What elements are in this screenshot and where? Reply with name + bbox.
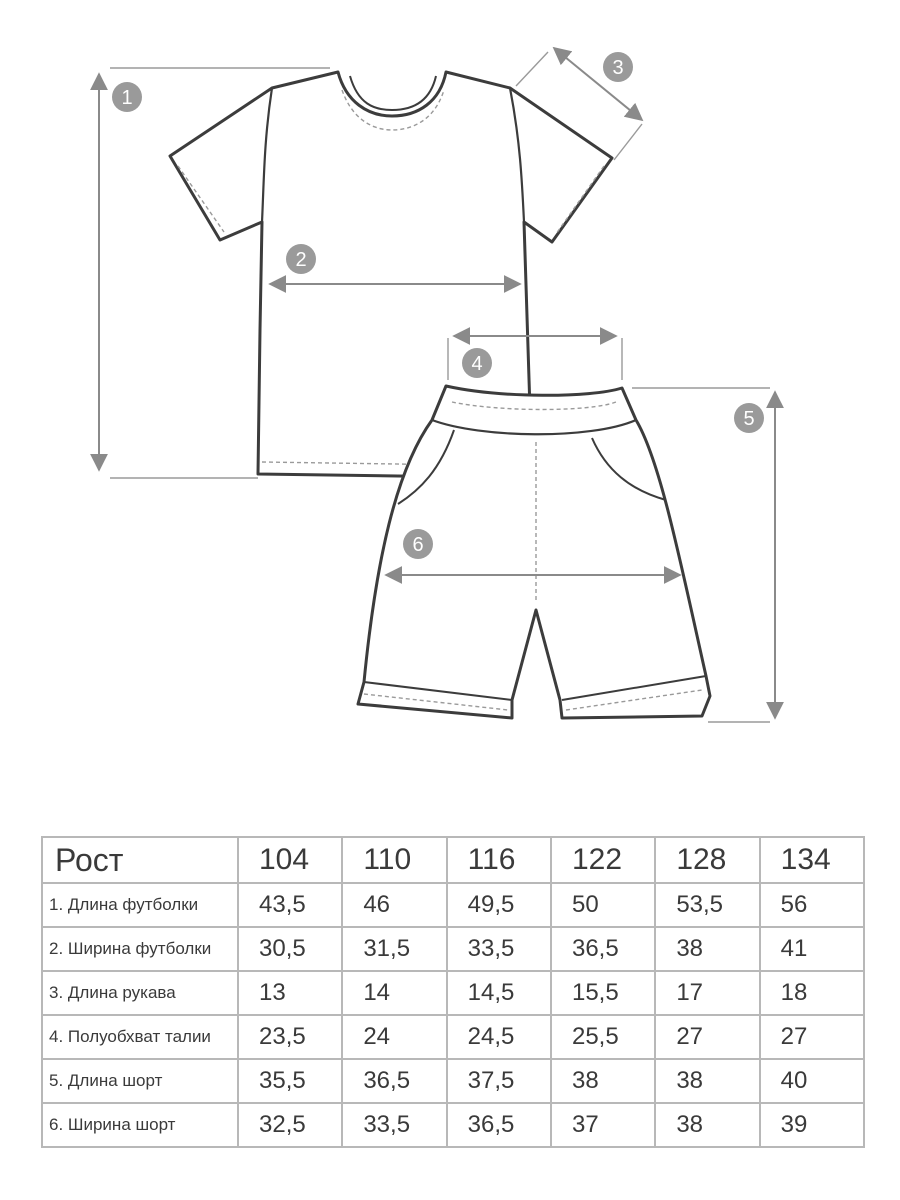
svg-text:5: 5 (743, 408, 755, 430)
marker-badge-1 (112, 82, 142, 112)
table-cell: 24,5 (447, 1015, 551, 1059)
table-cell: 17 (655, 971, 759, 1015)
row-label: 1. Длина футболки (42, 883, 238, 927)
table-cell: 49,5 (447, 883, 551, 927)
table-cell: 14 (342, 971, 446, 1015)
svg-text:6: 6 (412, 534, 424, 556)
table-cell: 32,5 (238, 1103, 342, 1147)
table-cell: 33,5 (342, 1103, 446, 1147)
size-header-cell: 122 (551, 837, 655, 883)
row-label: 2. Ширина футболки (42, 927, 238, 971)
row-label: 3. Длина рукава (42, 971, 238, 1015)
size-header-cell: 104 (238, 837, 342, 883)
row-label: 6. Ширина шорт (42, 1103, 238, 1147)
table-row (42, 1103, 864, 1147)
table-row (42, 971, 864, 1015)
table-cell: 33,5 (447, 927, 551, 971)
table-cell: 30,5 (238, 927, 342, 971)
table-cell: 23,5 (238, 1015, 342, 1059)
table-cell: 40 (760, 1059, 864, 1103)
marker-badge-6 (403, 529, 433, 559)
table-cell: 37,5 (447, 1059, 551, 1103)
table-cell: 15,5 (551, 971, 655, 1015)
table-cell: 27 (655, 1015, 759, 1059)
table-row (42, 1015, 864, 1059)
table-cell: 14,5 (447, 971, 551, 1015)
table-cell: 43,5 (238, 883, 342, 927)
table-cell: 38 (655, 1059, 759, 1103)
size-table (41, 836, 865, 1148)
size-header-row (42, 837, 864, 883)
marker-badge-2 (286, 244, 316, 274)
height-header-label: Рост (42, 837, 238, 883)
marker-badge-3 (603, 52, 633, 82)
svg-text:2: 2 (295, 249, 307, 271)
table-row (42, 1059, 864, 1103)
table-cell: 25,5 (551, 1015, 655, 1059)
table-cell: 50 (551, 883, 655, 927)
table-row (42, 927, 864, 971)
marker-badge-5 (734, 403, 764, 433)
table-cell: 37 (551, 1103, 655, 1147)
marker-badge-4 (462, 348, 492, 378)
table-cell: 53,5 (655, 883, 759, 927)
svg-text:1: 1 (121, 87, 133, 109)
table-cell: 38 (551, 1059, 655, 1103)
table-cell: 46 (342, 883, 446, 927)
row-label: 5. Длина шорт (42, 1059, 238, 1103)
table-cell: 36,5 (551, 927, 655, 971)
table-cell: 31,5 (342, 927, 446, 971)
table-cell: 38 (655, 927, 759, 971)
size-header-cell: 116 (447, 837, 551, 883)
table-cell: 18 (760, 971, 864, 1015)
table-row (42, 883, 864, 927)
size-header-cell: 110 (342, 837, 446, 883)
row-label: 4. Полуобхват талии (42, 1015, 238, 1059)
table-cell: 27 (760, 1015, 864, 1059)
size-header-cell: 134 (760, 837, 864, 883)
table-cell: 36,5 (342, 1059, 446, 1103)
size-header-cell: 128 (655, 837, 759, 883)
table-cell: 24 (342, 1015, 446, 1059)
table-cell: 38 (655, 1103, 759, 1147)
table-cell: 13 (238, 971, 342, 1015)
table-cell: 39 (760, 1103, 864, 1147)
table-cell: 36,5 (447, 1103, 551, 1147)
svg-text:3: 3 (612, 57, 624, 79)
svg-text:4: 4 (471, 353, 483, 375)
table-cell: 56 (760, 883, 864, 927)
table-cell: 35,5 (238, 1059, 342, 1103)
table-cell: 41 (760, 927, 864, 971)
